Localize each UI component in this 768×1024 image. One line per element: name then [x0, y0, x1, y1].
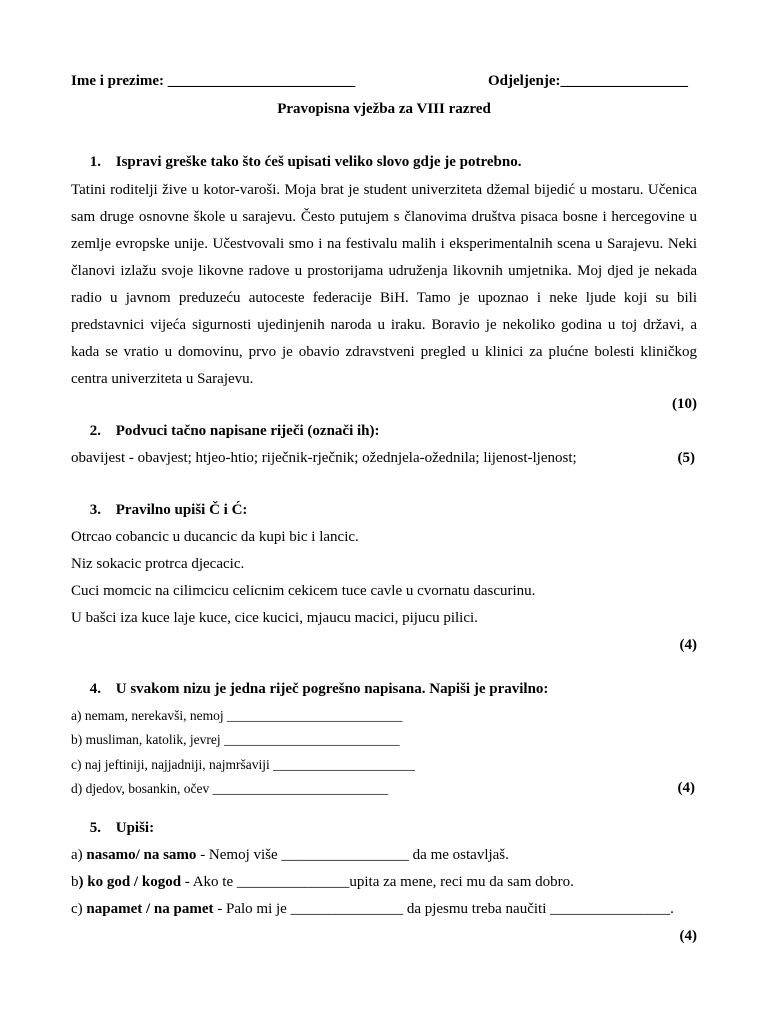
question-4-item: a) nemam, nerekavši, nemoj __________________________	[71, 708, 403, 723]
paragraph-line: Tatini roditelji žive u kotor-varoši. Moja brat je student univerziteta džemal bijedić u mostaru. Učenica	[71, 182, 697, 198]
question-1-heading	[71, 154, 521, 171]
question-2-heading	[71, 423, 379, 440]
question-5-item-b	[71, 874, 574, 891]
question-4-item: c) naj jeftiniji, najjadniji, najmršaviji _____________________	[71, 757, 415, 772]
question-5-item-c	[71, 901, 674, 918]
question-3-sentence: Cuci momcic na cilimcicu celicnim cekicem tuce cavle u cvornatu dascurinu.	[71, 583, 536, 599]
item-prefix: a)	[71, 847, 87, 863]
paragraph-line: centra univerziteta u Sarajevu.	[71, 371, 254, 387]
class-field-label: Odjeljenje:_________________	[488, 73, 688, 89]
question-5-text: Upiši:	[115, 820, 155, 836]
question-3-number: 3.	[89, 502, 101, 518]
paragraph-line: zemlje evropske unije. Učestvovali smo i na festivalu malih i eksperimentalnih scena u Sarajevu. Neki	[71, 236, 697, 252]
worksheet-page	[71, 0, 697, 1024]
paragraph-line: članovi izlažu svoje likovne radove u prostorijama udruženja likovnih umjetnika. Moj djed je nekada	[71, 263, 697, 279]
paragraph-line: kada se vratio u domovinu, prvo je obavio zdravstveni pregled u klinici za plućne bolesti kliničkog	[71, 344, 697, 360]
question-4-text: U svakom nizu je jedna riječ pogrešno napisana. Napiši je pravilno:	[115, 681, 549, 697]
question-2-score: (5)	[677, 450, 695, 466]
question-5-score: (4)	[679, 928, 697, 944]
question-1-score: (10)	[672, 396, 697, 412]
item-prefix: c)	[71, 901, 87, 917]
question-5-number: 5.	[89, 820, 101, 836]
question-2-word-pairs: obavijest - obavjest; htjeo-htio; riječnik-rječnik; ožednjela-ožednila; lijenost-ljenost;	[71, 450, 577, 466]
question-4-item: d) djedov, bosankin, očev __________________________	[71, 781, 389, 796]
item-term: napamet / na pamet	[86, 901, 214, 917]
question-1-number: 1.	[89, 154, 101, 170]
question-4-number: 4.	[89, 681, 101, 697]
paragraph-line: sam druge osnovne škole u sarajevu. Često putujem s članovima društva pisaca bosne i hercegovine u	[71, 209, 697, 225]
question-3-sentence: Otrcao cobancic u ducancic da kupi bic i lancic.	[71, 529, 359, 545]
name-field-label: Ime i prezime: _________________________	[71, 73, 356, 89]
question-1-text: Ispravi greške tako što ćeš upisati veliko slovo gdje je potrebno.	[115, 154, 522, 170]
item-term: ) ko god / kogod	[78, 874, 182, 890]
question-3-score: (4)	[679, 637, 697, 653]
question-3-sentence: U bašci iza kuce laje kuce, cice kucici, mjaucu macici, pijucu pilici.	[71, 610, 478, 626]
question-5-item-a	[71, 847, 509, 864]
item-sentence: - Ako te _______________upita za mene, reci mu da sam dobro.	[181, 874, 574, 890]
question-5-heading	[71, 820, 154, 837]
item-prefix: b	[71, 874, 79, 890]
question-4-item: b) musliman, katolik, jevrej __________________________	[71, 732, 400, 747]
question-3-sentence: Niz sokacic protrca djecacic.	[71, 556, 245, 572]
item-term: nasamo/ na samo	[86, 847, 197, 863]
question-1-paragraph	[71, 177, 697, 393]
question-4-heading	[71, 681, 548, 698]
question-2-number: 2.	[89, 423, 101, 439]
question-4-score: (4)	[677, 780, 695, 796]
item-sentence: - Palo mi je _______________ da pjesmu treba naučiti ________________.	[213, 901, 674, 917]
question-3-heading	[71, 502, 247, 519]
page-title: Pravopisna vježba za VIII razred	[277, 101, 491, 117]
paragraph-line: radio u javnom preduzeću autoceste federacije BiH. Tamo je upoznao i neke ljude koji su bili	[71, 290, 697, 306]
paragraph-line: predstavnici vijeća sigurnosti ujedinjenih naroda u iraku. Boravio je nekoliko godina u toj državi, a	[71, 317, 697, 333]
question-2-text: Podvuci tačno napisane riječi (označi ih):	[115, 423, 380, 439]
item-sentence: - Nemoj više _________________ da me ostavljaš.	[196, 847, 509, 863]
question-3-text: Pravilno upiši Č i Ć:	[115, 502, 248, 518]
